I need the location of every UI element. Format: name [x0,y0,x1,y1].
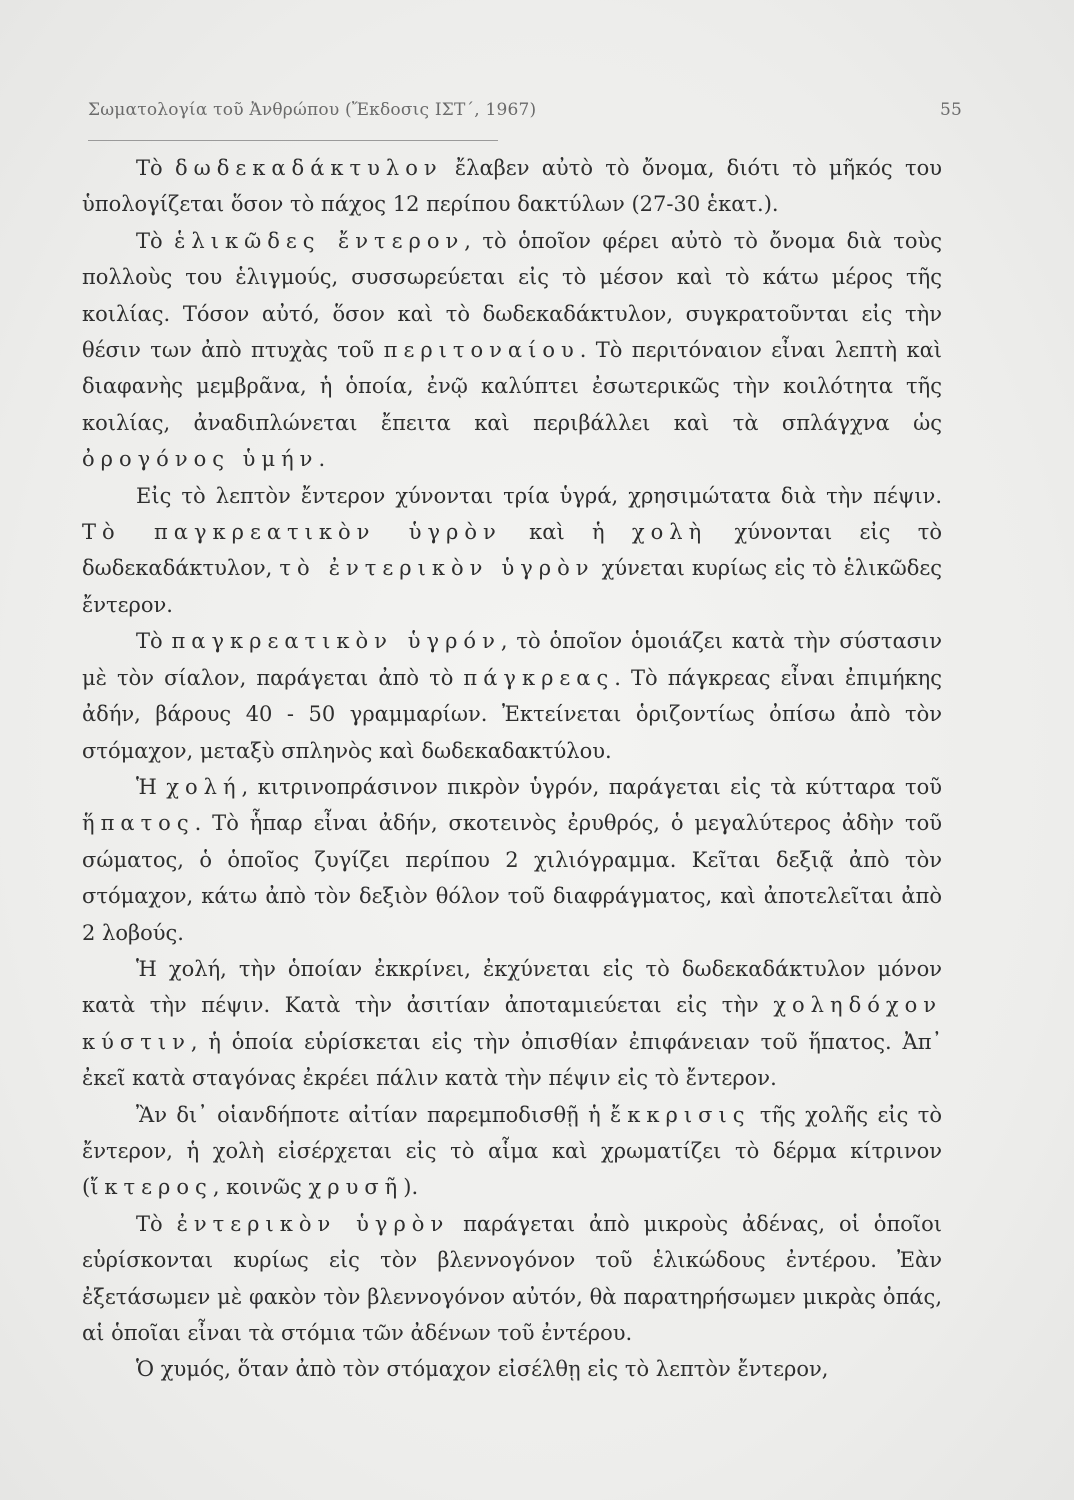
text-run: . [318,447,326,472]
text-run: . Τὸ πάγκρεας εἶναι ἐπιμήκης ἀδήν, βάρους 40 - 50 γραμμαρίων. Ἐκτείνεται ὁριζοντίως ὀπίσω ἀπὸ τὸν στόμαχον, μεταξὺ σπληνὸς καὶ δωδεκαδακτύλου. [82,665,943,763]
text-run: Τὸ [136,156,175,180]
text-run: ἔλαβεν αὐτὸ τὸ ὄνομα, διότι τὸ μῆκός του ὑπολογίζεται ὅσον τὸ πάχος 12 περίπου δακτύλων (27-30 ἑκατ.). [82,156,942,217]
text-run: Τὸ [136,228,175,253]
paragraph [82,478,942,624]
text-run: , κιτρινοπράσινον πικρὸν ὑγρόν, παράγεται εἰς τὰ κύτταρα τοῦ [241,774,942,799]
emphasized-term: χρυσῆ [308,1175,404,1200]
emphasized-term: δωδεκαδάκτυλον [174,156,443,180]
text-run: Εἰς τὸ λεπτὸν ἔντερον χύνονται τρία ὑγρά, χρησιμώτατα διὰ τὴν πέψιν. [136,483,942,508]
text-run: , τὸ ὁποῖον φέρει αὐτὸ τὸ ὄνομα διὰ τοὺς πολλοὺς του ἑλιγμούς, συσσωρεύεται εἰς τὸ μέσον καὶ τὸ κάτω μέρος τῆς κοιλίας. Τόσον αὐτό, ὅσον καὶ τὸ δωδεκαδάκτυλον, συγκρατοῦνται εἰς τὴν θέσιν των ἀπὸ πτυχὰς τοῦ [82,228,943,363]
emphasized-term: χοληδόχον κύστιν [82,993,942,1054]
emphasized-term: χολή [166,774,242,799]
emphasized-term: χολὴ [631,520,708,545]
text-run: Ἡ [136,774,167,799]
emphasized-term: ἥπατος [82,811,195,836]
emphasized-term: Τὸ παγκρεατικὸν ὑγρὸν [82,520,502,545]
text-run: Τὸ [136,629,172,654]
text-run: χύνεται κυρίως εἰς τὸ ἑλικῶδες ἔντερον. [82,556,942,617]
emphasized-term: ἐντερικὸν ὑγρὸν [176,1211,450,1236]
emphasized-term: ἔκκρισις [610,1102,751,1127]
emphasized-term: ὀρογόνος ὑμήν [82,447,319,472]
paragraph [82,951,942,1097]
emphasized-term: τὸ ἐντερικὸν ὑγρὸν [279,556,595,581]
text-run: . Τὸ ἧπαρ εἶναι ἀδήν, σκοτεινὸς ἐρυθρός, ὁ μεγαλύτερος ἀδὴν τοῦ σώματος, ὁ ὁποῖος ζυγίζει περίπου 2 χιλιόγραμμα. Κεῖται δεξιᾷ ἀπὸ τὸν στόμαχον, κάτω ἀπὸ τὸν δεξιὸν θόλον τοῦ διαφράγματος, καὶ ἀποτελεῖται ἀπὸ 2 λοβούς. [82,811,942,945]
paragraph [82,150,942,223]
text-run: Τὸ [136,1211,177,1236]
text-run: παράγεται ἀπὸ μικροὺς ἀδένας, οἱ ὁποῖοι εὑρίσκονται κυρίως εἰς τὸν βλεννογόνον τοῦ ἑλικώδους ἐντέρου. Ἐὰν ἐξετάσωμεν μὲ φακὸν τὸν βλεννογόνον αὐτόν, θὰ παρατηρήσωμεν μικρὰς ὀπάς, αἱ ὁποῖαι εἶναι τὰ στόμια τῶν ἀδένων τοῦ ἐντέρου. [82,1211,942,1345]
running-head [88,100,962,134]
paragraph [82,1097,942,1206]
text-run: , ἡ ὁποία εὑρίσκεται εἰς τὴν ὀπισθίαν ἐπιφάνειαν τοῦ ἥπατος. Ἀπ᾽ ἐκεῖ κατὰ σταγόνας ἐκρέει πάλιν κατὰ τὴν πέψιν εἰς τὸ ἔντερον. [82,1029,942,1091]
emphasized-term: ἴκτερος [90,1175,213,1200]
emphasized-term: πάγκρεας [463,665,615,690]
text-run: Ἂν δι᾽ οἱανδήποτε αἰτίαν παρεμποδισθῇ ἡ [136,1102,611,1127]
page-number: 55 [939,100,962,120]
emphasized-term: παγκρεατικὸν ὑγρόν [171,629,501,654]
text-run: ). [403,1175,419,1200]
paragraph [82,769,942,951]
text-run: τῆς χολῆς εἰς τὸ ἔντερον, ἡ χολὴ εἰσέρχεται εἰς τὸ αἷμα καὶ χρωματίζει τὸ δέρμα κίτρινον ( [82,1102,942,1200]
paragraph [82,223,942,478]
header-rule [88,140,498,141]
book-title: Σωματολογία τοῦ Ἀνθρώπου (Ἔκδοσις ΙΣΤ΄, 1967) [88,100,537,120]
text-run: , κοινῶς [212,1175,309,1200]
text-run: καὶ ἡ [501,520,632,545]
text-run: Ἡ χολή, τὴν ὁποίαν ἐκκρίνει, ἐκχύνεται εἰς τὸ δωδεκαδάκτυλον μόνον κατὰ τὴν πέψιν. Κατὰ τὴν ἀσιτίαν ἀποταμιεύεται εἰς τὴν [82,956,942,1018]
body-text [82,150,942,1388]
paragraph [82,623,942,769]
paragraph [82,1206,942,1352]
text-run: Ὁ χυμός, ὅταν ἀπὸ τὸν στόμαχον εἰσέλθῃ εἰς τὸ λεπτὸν ἔντερον, [136,1357,829,1382]
paragraph [82,1351,942,1387]
text-run: , τὸ ὁποῖον ὁμοιάζει κατὰ τὴν σύστασιν μὲ τὸν σίαλον, παράγεται ἀπὸ τὸ [82,629,942,690]
text-run: χύνονται εἰς τὸ δωδεκαδάκτυλον, [82,520,942,581]
emphasized-term: περιτοναίου [383,338,580,363]
text-run: . Τὸ περιτόναιον εἶναι λεπτὴ καὶ διαφανὴς μεμβρᾶνα, ἡ ὁποία, ἐνῷ καλύπτει ἐσωτερικῶς τὴν κοιλότητα τῆς κοιλίας, ἀναδιπλώνεται ἔπειτα καὶ περιβάλλει καὶ τὰ σπλάγχνα ὡς [82,338,942,435]
emphasized-term: ἑλικῶδες ἔντερον [174,228,465,253]
